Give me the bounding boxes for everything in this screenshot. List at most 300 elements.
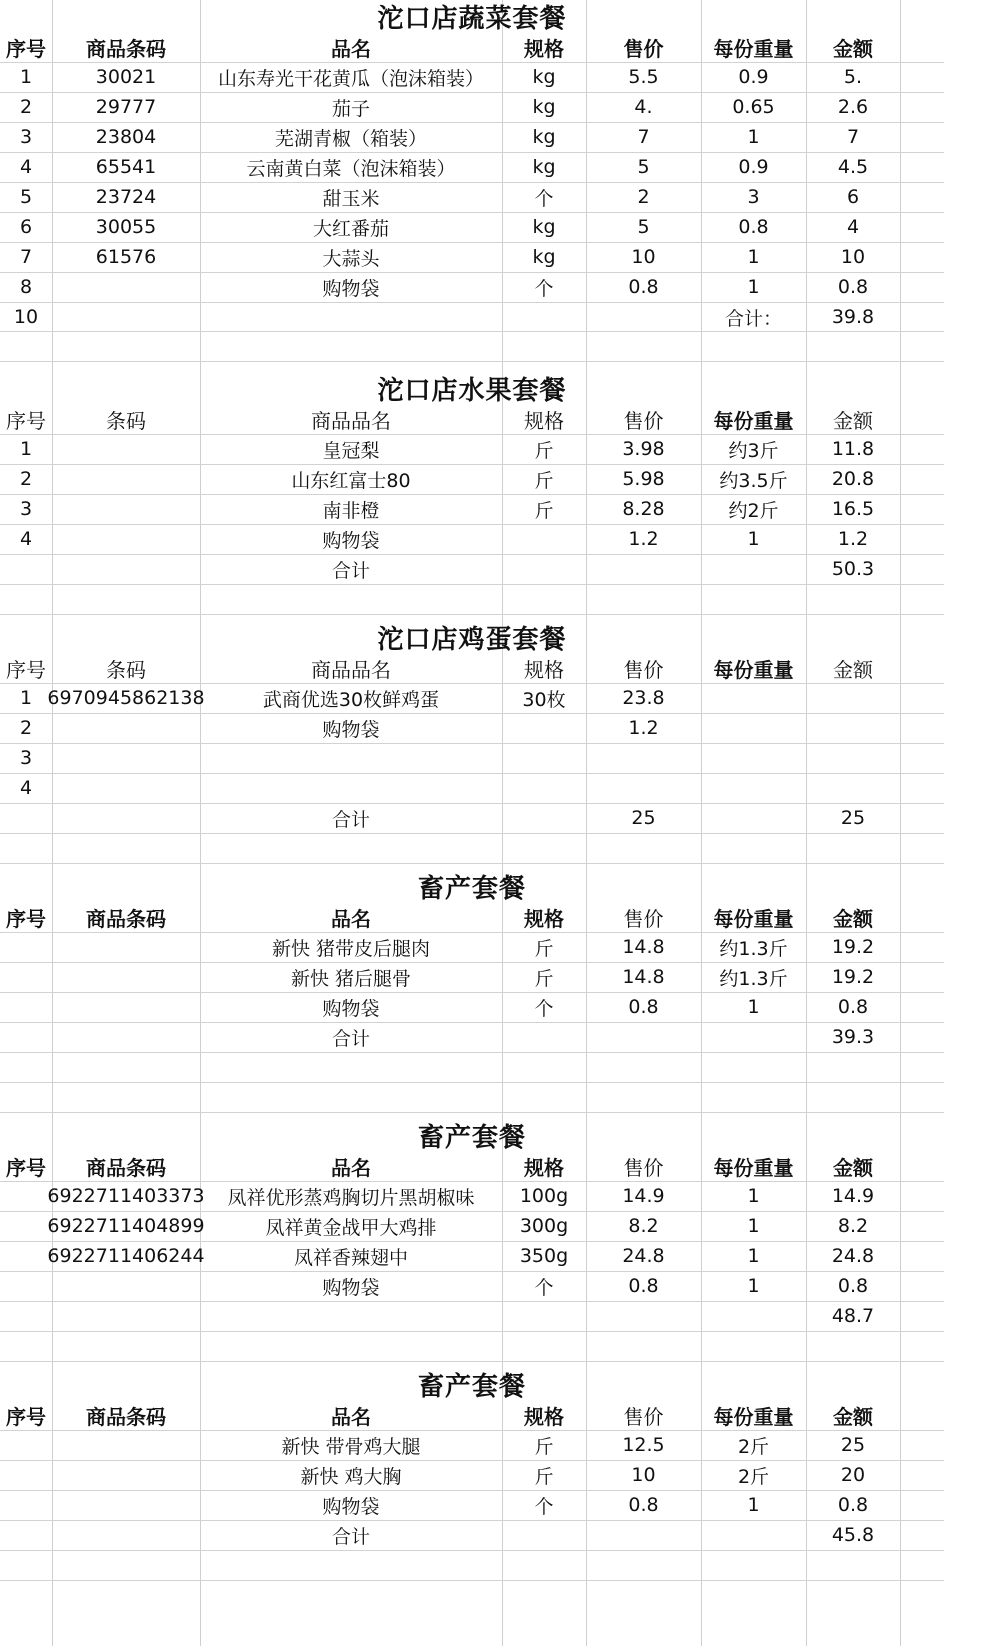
cell-weight[interactable] [701,1551,806,1580]
cell-name[interactable] [200,1053,502,1082]
cell-weight[interactable] [701,1053,806,1082]
cell-no[interactable] [0,1212,52,1241]
cell-price[interactable]: 0.8 [628,1275,659,1298]
cell-no[interactable]: 6 [19,216,33,239]
cell-weight[interactable]: 1 [747,1494,760,1517]
header-cell-amount[interactable]: 金额 [833,1404,873,1429]
cell-no[interactable]: 5 [19,186,33,209]
cell-name[interactable]: 新快 鸡大胸 [300,1465,402,1488]
cell-weight[interactable]: 1 [747,276,760,299]
header-cell-no[interactable]: 序号 [6,1404,46,1429]
cell-price[interactable] [586,303,701,332]
cell-no[interactable] [0,1023,52,1052]
header-cell-amount[interactable]: 金额 [833,906,873,931]
cell-name[interactable]: 武商优选30枚鲜鸡蛋 [262,688,440,711]
cell-barcode[interactable]: 6922711404899 [47,1215,205,1238]
cell-barcode[interactable]: 29777 [95,96,157,119]
cell-price[interactable]: 5 [637,216,650,239]
cell-barcode[interactable] [52,933,200,962]
cell-spec[interactable] [502,1551,586,1580]
cell-weight[interactable]: 1 [747,126,760,149]
cell-spec[interactable] [502,744,586,773]
cell-no[interactable]: 1 [19,66,33,89]
cell-weight[interactable]: 0.65 [732,96,775,119]
cell-weight[interactable] [701,585,806,614]
cell-no[interactable] [0,1491,52,1520]
cell-weight[interactable]: 1 [747,1245,760,1268]
cell-weight[interactable] [701,804,806,833]
cell-barcode[interactable] [52,744,200,773]
cell-no[interactable] [0,1083,52,1112]
cell-barcode[interactable] [52,1551,200,1580]
cell-weight[interactable]: 0.9 [738,156,769,179]
cell-price[interactable]: 12.5 [622,1434,665,1457]
cell-spec[interactable] [502,1083,586,1112]
cell-barcode[interactable]: 65541 [95,156,157,179]
cell-name[interactable]: 合计 [331,1525,370,1548]
cell-spec[interactable]: kg [532,66,556,89]
cell-name[interactable] [200,744,502,773]
cell-name[interactable] [200,1551,502,1580]
cell-price[interactable]: 0.8 [628,996,659,1019]
cell-name[interactable]: 新快 带骨鸡大腿 [281,1435,421,1458]
header-cell-weight[interactable]: 每份重量 [713,657,794,682]
cell-price[interactable] [586,1023,701,1052]
cell-name[interactable] [200,585,502,614]
header-cell-weight[interactable]: 每份重量 [713,1155,794,1180]
cell-price[interactable]: 4. [634,96,653,119]
cell-no[interactable]: 4 [19,156,33,179]
cell-amount[interactable]: 19.2 [831,936,875,959]
cell-name[interactable]: 购物袋 [322,997,380,1020]
cell-weight[interactable]: 1 [747,996,760,1019]
cell-barcode[interactable] [52,495,200,524]
cell-weight[interactable] [701,333,806,362]
header-cell-amount[interactable]: 金额 [833,408,873,433]
cell-spec[interactable]: 斤 [534,439,554,462]
cell-spec[interactable]: kg [532,96,556,119]
cell-name[interactable] [200,834,502,863]
cell-no[interactable]: 4 [19,528,33,551]
cell-barcode[interactable]: 6922711406244 [47,1245,205,1268]
cell-weight[interactable]: 1 [747,246,760,269]
header-cell-price[interactable]: 售价 [623,408,664,433]
cell-price[interactable]: 25 [631,807,656,830]
header-cell-barcode[interactable]: 条码 [106,408,146,433]
cell-spec[interactable]: 100g [519,1185,569,1208]
cell-weight[interactable]: 2斤 [737,1435,770,1458]
cell-amount[interactable] [806,333,900,362]
cell-amount[interactable]: 4 [846,216,860,239]
header-cell-weight[interactable]: 每份重量 [713,36,794,61]
cell-name[interactable]: 云南黄白菜（泡沫箱装） [246,157,456,180]
cell-barcode[interactable] [52,1332,200,1361]
cell-price[interactable] [586,1302,701,1331]
cell-barcode[interactable]: 30021 [95,66,157,89]
cell-weight[interactable]: 1 [747,528,760,551]
cell-amount[interactable] [806,1053,900,1082]
cell-weight[interactable] [701,714,806,743]
cell-amount[interactable]: 5. [843,66,863,89]
cell-weight[interactable]: 0.9 [738,66,769,89]
cell-price[interactable] [586,774,701,803]
header-cell-barcode[interactable]: 商品条码 [86,36,166,61]
header-cell-name[interactable]: 品名 [331,1404,371,1429]
cell-spec[interactable]: kg [532,126,556,149]
cell-amount[interactable] [806,744,900,773]
cell-amount[interactable]: 24.8 [831,1245,875,1268]
cell-price[interactable]: 10 [631,246,656,269]
cell-spec[interactable] [502,1521,586,1550]
cell-spec[interactable] [502,555,586,584]
cell-price[interactable] [586,1551,701,1580]
cell-spec[interactable]: kg [532,246,556,269]
cell-no[interactable]: 3 [19,126,33,149]
cell-name[interactable] [200,1083,502,1112]
header-cell-barcode[interactable]: 商品条码 [86,906,166,931]
cell-no[interactable] [0,1461,52,1490]
cell-weight[interactable]: 约2斤 [728,499,779,522]
cell-no[interactable]: 1 [19,438,33,461]
cell-name[interactable] [200,333,502,362]
cell-weight[interactable] [701,834,806,863]
cell-amount[interactable]: 1.2 [837,528,869,551]
cell-barcode[interactable] [52,1491,200,1520]
cell-price[interactable]: 8.2 [628,1215,659,1238]
cell-price[interactable] [586,555,701,584]
cell-weight[interactable]: 合计： [724,307,782,330]
cell-no[interactable] [0,1332,52,1361]
cell-no[interactable]: 8 [19,276,33,299]
cell-spec[interactable]: 个 [534,1276,554,1299]
cell-price[interactable] [586,1521,701,1550]
cell-spec[interactable]: 个 [534,997,554,1020]
header-cell-spec[interactable]: 规格 [524,1155,564,1180]
cell-price[interactable]: 1.2 [628,717,659,740]
cell-amount[interactable]: 10 [840,246,866,269]
cell-barcode[interactable]: 6922711403373 [47,1185,205,1208]
cell-spec[interactable]: 350g [519,1245,569,1268]
cell-spec[interactable]: 300g [519,1215,569,1238]
cell-spec[interactable]: 个 [534,277,554,300]
header-cell-spec[interactable]: 规格 [524,1404,564,1429]
header-cell-no[interactable]: 序号 [6,408,46,433]
cell-no[interactable] [0,1242,52,1271]
header-cell-name[interactable]: 商品品名 [311,657,391,682]
cell-amount[interactable]: 25 [840,807,866,830]
cell-weight[interactable] [701,684,806,713]
cell-amount[interactable]: 2.6 [837,96,869,119]
cell-amount[interactable]: 7 [846,126,860,149]
cell-name[interactable] [200,1302,502,1331]
cell-barcode[interactable] [52,1053,200,1082]
cell-weight[interactable] [701,1521,806,1550]
cell-price[interactable]: 5.98 [622,468,665,491]
cell-spec[interactable] [502,525,586,554]
cell-amount[interactable]: 11.8 [831,438,875,461]
cell-no[interactable] [0,804,52,833]
cell-spec[interactable]: 30枚 [522,688,566,711]
cell-amount[interactable]: 25 [840,1434,866,1457]
cell-amount[interactable]: 0.8 [837,276,869,299]
cell-spec[interactable]: kg [532,156,556,179]
cell-price[interactable]: 2 [637,186,650,209]
cell-barcode[interactable] [52,834,200,863]
cell-name[interactable]: 购物袋 [322,1495,380,1518]
cell-name[interactable]: 合计 [331,1027,370,1050]
cell-weight[interactable] [701,1332,806,1361]
cell-no[interactable]: 2 [19,717,33,740]
cell-barcode[interactable] [52,993,200,1022]
cell-amount[interactable]: 39.8 [831,306,875,329]
cell-name[interactable]: 山东寿光干花黄瓜（泡沫箱装） [217,67,484,90]
cell-barcode[interactable] [52,1023,200,1052]
cell-spec[interactable] [502,804,586,833]
cell-name[interactable]: 大红番茄 [312,217,389,240]
cell-name[interactable]: 购物袋 [322,277,380,300]
cell-price[interactable]: 5.5 [628,66,659,89]
cell-amount[interactable] [806,1332,900,1361]
cell-no[interactable] [0,834,52,863]
cell-barcode[interactable] [52,465,200,494]
cell-price[interactable]: 24.8 [622,1245,665,1268]
cell-name[interactable]: 山东红富士80 [291,469,411,492]
cell-amount[interactable]: 19.2 [831,966,875,989]
cell-price[interactable]: 1.2 [628,528,659,551]
cell-no[interactable]: 7 [19,246,33,269]
cell-barcode[interactable] [52,303,200,332]
header-cell-barcode[interactable]: 商品条码 [86,1155,166,1180]
cell-name[interactable]: 南非橙 [322,499,380,522]
cell-name[interactable]: 凤祥香辣翅中 [293,1246,408,1269]
cell-amount[interactable] [806,585,900,614]
cell-name[interactable]: 茄子 [331,97,370,120]
header-cell-name[interactable]: 商品品名 [311,408,391,433]
cell-no[interactable] [0,1182,52,1211]
header-cell-weight[interactable]: 每份重量 [713,906,794,931]
cell-barcode[interactable]: 61576 [95,246,157,269]
cell-amount[interactable] [806,1083,900,1112]
header-cell-no[interactable]: 序号 [6,1155,46,1180]
cell-weight[interactable]: 约1.3斤 [719,937,788,960]
cell-spec[interactable] [502,1332,586,1361]
cell-amount[interactable]: 6 [846,186,860,209]
cell-no[interactable] [0,1272,52,1301]
cell-name[interactable] [200,303,502,332]
header-cell-spec[interactable]: 规格 [524,36,564,61]
cell-barcode[interactable] [52,525,200,554]
cell-amount[interactable]: 50.3 [831,558,875,581]
cell-no[interactable] [0,993,52,1022]
header-cell-amount[interactable]: 金额 [833,657,873,682]
cell-weight[interactable]: 2斤 [737,1465,770,1488]
header-cell-weight[interactable]: 每份重量 [713,408,794,433]
cell-spec[interactable]: 斤 [534,937,554,960]
header-cell-name[interactable]: 品名 [331,906,371,931]
cell-name[interactable]: 购物袋 [322,718,380,741]
header-cell-price[interactable]: 售价 [623,1404,664,1429]
cell-name[interactable]: 购物袋 [322,1276,380,1299]
cell-price[interactable] [586,585,701,614]
cell-amount[interactable] [806,774,900,803]
header-cell-price[interactable]: 售价 [623,657,664,682]
cell-no[interactable] [0,933,52,962]
cell-price[interactable]: 0.8 [628,1494,659,1517]
cell-weight[interactable] [701,1302,806,1331]
cell-spec[interactable]: kg [532,216,556,239]
cell-name[interactable]: 新快 猪后腿骨 [290,967,412,990]
cell-no[interactable] [0,585,52,614]
header-cell-price[interactable]: 售价 [623,1155,664,1180]
header-cell-amount[interactable]: 金额 [833,36,873,61]
cell-amount[interactable] [806,834,900,863]
cell-spec[interactable] [502,333,586,362]
cell-amount[interactable]: 0.8 [837,996,869,1019]
cell-amount[interactable]: 0.8 [837,1494,869,1517]
cell-spec[interactable]: 斤 [534,967,554,990]
header-cell-name[interactable]: 品名 [331,36,371,61]
cell-barcode[interactable]: 23724 [95,186,157,209]
cell-no[interactable]: 3 [19,747,33,770]
cell-price[interactable] [586,1053,701,1082]
cell-no[interactable] [0,555,52,584]
cell-barcode[interactable]: 6970945862138 [47,687,205,710]
cell-spec[interactable] [502,1302,586,1331]
cell-price[interactable] [586,333,701,362]
cell-price[interactable] [586,744,701,773]
cell-no[interactable] [0,1431,52,1460]
cell-no[interactable] [0,1521,52,1550]
cell-no[interactable] [0,333,52,362]
cell-name[interactable] [200,774,502,803]
header-cell-name[interactable]: 品名 [331,1155,371,1180]
cell-spec[interactable]: 斤 [534,1435,554,1458]
cell-spec[interactable]: 斤 [534,469,554,492]
cell-spec[interactable] [502,303,586,332]
cell-price[interactable]: 14.9 [622,1185,665,1208]
cell-spec[interactable]: 斤 [534,1465,554,1488]
cell-no[interactable]: 4 [19,777,33,800]
cell-amount[interactable]: 45.8 [831,1524,875,1547]
cell-weight[interactable]: 约3.5斤 [719,469,788,492]
cell-barcode[interactable] [52,555,200,584]
cell-no[interactable]: 1 [19,687,33,710]
header-cell-spec[interactable]: 规格 [524,906,564,931]
cell-amount[interactable]: 4.5 [837,156,869,179]
cell-barcode[interactable] [52,1461,200,1490]
header-cell-price[interactable]: 售价 [623,906,664,931]
cell-spec[interactable]: 斤 [534,499,554,522]
header-cell-weight[interactable]: 每份重量 [713,1404,794,1429]
cell-barcode[interactable]: 30055 [95,216,157,239]
cell-weight[interactable] [701,744,806,773]
cell-price[interactable]: 3.98 [622,438,665,461]
cell-name[interactable]: 皇冠梨 [322,439,380,462]
header-cell-amount[interactable]: 金额 [833,1155,873,1180]
cell-amount[interactable]: 20.8 [831,468,875,491]
header-cell-no[interactable]: 序号 [6,657,46,682]
cell-weight[interactable] [701,774,806,803]
cell-name[interactable]: 新快 猪带皮后腿肉 [271,937,431,960]
cell-barcode[interactable] [52,1272,200,1301]
cell-barcode[interactable] [52,1302,200,1331]
cell-no[interactable] [0,1053,52,1082]
cell-no[interactable]: 2 [19,96,33,119]
cell-price[interactable] [586,1083,701,1112]
cell-weight[interactable] [701,1023,806,1052]
cell-price[interactable]: 8.28 [622,498,665,521]
cell-amount[interactable]: 39.3 [831,1026,875,1049]
cell-spec[interactable]: 个 [534,187,554,210]
cell-no[interactable] [0,1302,52,1331]
header-cell-no[interactable]: 序号 [6,906,46,931]
cell-barcode[interactable] [52,714,200,743]
cell-name[interactable]: 合计 [331,559,370,582]
cell-price[interactable]: 23.8 [622,687,665,710]
cell-spec[interactable] [502,1023,586,1052]
cell-name[interactable]: 甜玉米 [322,187,380,210]
cell-amount[interactable]: 48.7 [831,1305,875,1328]
cell-spec[interactable] [502,834,586,863]
cell-price[interactable]: 14.8 [622,936,665,959]
cell-price[interactable]: 0.8 [628,276,659,299]
cell-barcode[interactable] [52,1521,200,1550]
cell-spec[interactable] [502,585,586,614]
cell-amount[interactable]: 8.2 [837,1215,869,1238]
cell-no[interactable]: 3 [19,498,33,521]
cell-price[interactable]: 7 [637,126,650,149]
cell-no[interactable]: 10 [13,306,39,329]
cell-barcode[interactable] [52,1083,200,1112]
cell-name[interactable]: 大蒜头 [322,247,380,270]
cell-name[interactable]: 凤祥优形蒸鸡胸切片黑胡椒味 [227,1186,475,1209]
header-cell-spec[interactable]: 规格 [524,657,564,682]
cell-barcode[interactable] [52,963,200,992]
cell-weight[interactable]: 3 [747,186,760,209]
cell-name[interactable]: 凤祥黄金战甲大鸡排 [265,1216,437,1239]
header-cell-price[interactable]: 售价 [623,36,664,61]
cell-name[interactable]: 合计 [331,808,370,831]
header-cell-spec[interactable]: 规格 [524,408,564,433]
cell-weight[interactable]: 0.8 [738,216,769,239]
cell-spec[interactable]: 个 [534,1495,554,1518]
cell-weight[interactable]: 1 [747,1275,760,1298]
cell-amount[interactable]: 20 [840,1464,866,1487]
cell-spec[interactable] [502,714,586,743]
cell-barcode[interactable] [52,1431,200,1460]
cell-price[interactable]: 5 [637,156,650,179]
header-cell-no[interactable]: 序号 [6,36,46,61]
cell-weight[interactable] [701,1083,806,1112]
cell-no[interactable] [0,963,52,992]
cell-no[interactable]: 2 [19,468,33,491]
cell-weight[interactable] [701,555,806,584]
cell-price[interactable] [586,1332,701,1361]
cell-amount[interactable] [806,684,900,713]
cell-barcode[interactable] [52,804,200,833]
cell-spec[interactable] [502,774,586,803]
cell-weight[interactable]: 1 [747,1215,760,1238]
cell-price[interactable]: 10 [631,1464,656,1487]
cell-name[interactable] [200,1332,502,1361]
cell-barcode[interactable] [52,435,200,464]
cell-barcode[interactable] [52,585,200,614]
cell-barcode[interactable] [52,273,200,302]
cell-name[interactable]: 芜湖青椒（箱装） [274,127,427,150]
cell-amount[interactable] [806,714,900,743]
cell-name[interactable]: 购物袋 [322,529,380,552]
cell-weight[interactable]: 约1.3斤 [719,967,788,990]
